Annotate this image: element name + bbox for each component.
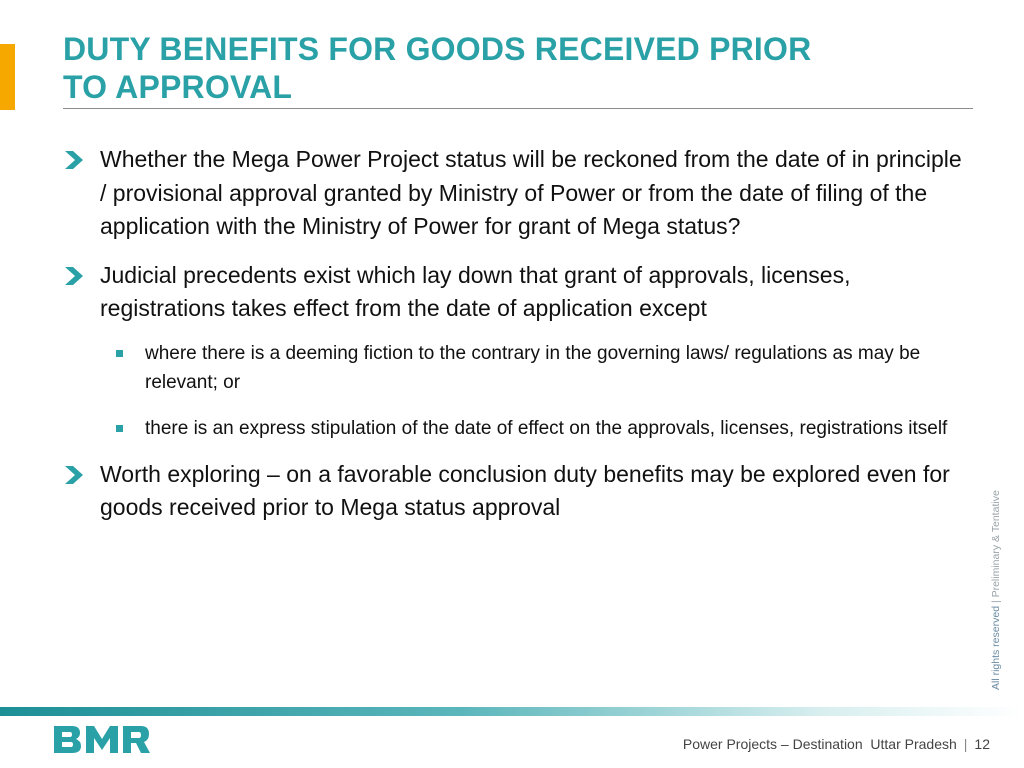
bullet-item xyxy=(63,143,968,244)
sub-bullet-text: where there is a deeming fiction to the contrary in the governing laws/ regulations as may be relevant; or xyxy=(145,342,921,393)
sub-bullet-text: there is an express stipulation of the date of effect on the approvals, licenses, registrations itself xyxy=(145,417,948,439)
rights-notice xyxy=(990,490,1002,690)
rights-reserved-text: All rights reserved xyxy=(990,605,1002,690)
bmr-logo xyxy=(52,722,152,756)
bullet-text: Whether the Mega Power Project status will be reckoned from the date of in principle / provisional approval granted by Ministry of Power or from the date of filing of the application with the Ministry of Power for grant of Mega status? xyxy=(100,146,962,239)
bullet-text: Worth exploring – on a favorable conclusion duty benefits may be explored even for goods received prior to Mega status approval xyxy=(100,460,950,520)
footer xyxy=(683,736,990,752)
preliminary-text: | Preliminary & Tentative xyxy=(990,490,1002,606)
slide-title-line-1: DUTY BENEFITS FOR GOODS RECEIVED PRIOR xyxy=(63,31,812,67)
footer-separator: | xyxy=(963,736,968,752)
slide-title xyxy=(63,30,963,106)
bullet-item xyxy=(63,259,968,326)
chevron-right-icon xyxy=(63,267,83,285)
chevron-right-icon xyxy=(63,466,83,484)
sub-bullet-item xyxy=(63,414,968,443)
page-number: 12 xyxy=(974,736,990,752)
slide-content xyxy=(63,143,968,525)
slide-title-line-2: TO APPROVAL xyxy=(63,69,293,105)
bullet-item xyxy=(63,458,968,525)
footer-band xyxy=(0,707,1024,716)
footer-title: Power Projects – Destination Uttar Pradesh xyxy=(682,736,957,752)
bullet-text: Judicial precedents exist which lay down that grant of approvals, licenses, registrations takes effect from the date of application except xyxy=(100,261,851,321)
square-bullet-icon xyxy=(116,350,123,357)
sub-bullet-list xyxy=(63,339,968,443)
title-accent-bar xyxy=(0,44,15,110)
sub-bullet-item xyxy=(63,339,968,397)
chevron-right-icon xyxy=(63,151,83,169)
title-divider xyxy=(63,108,973,109)
square-bullet-icon xyxy=(116,425,123,432)
